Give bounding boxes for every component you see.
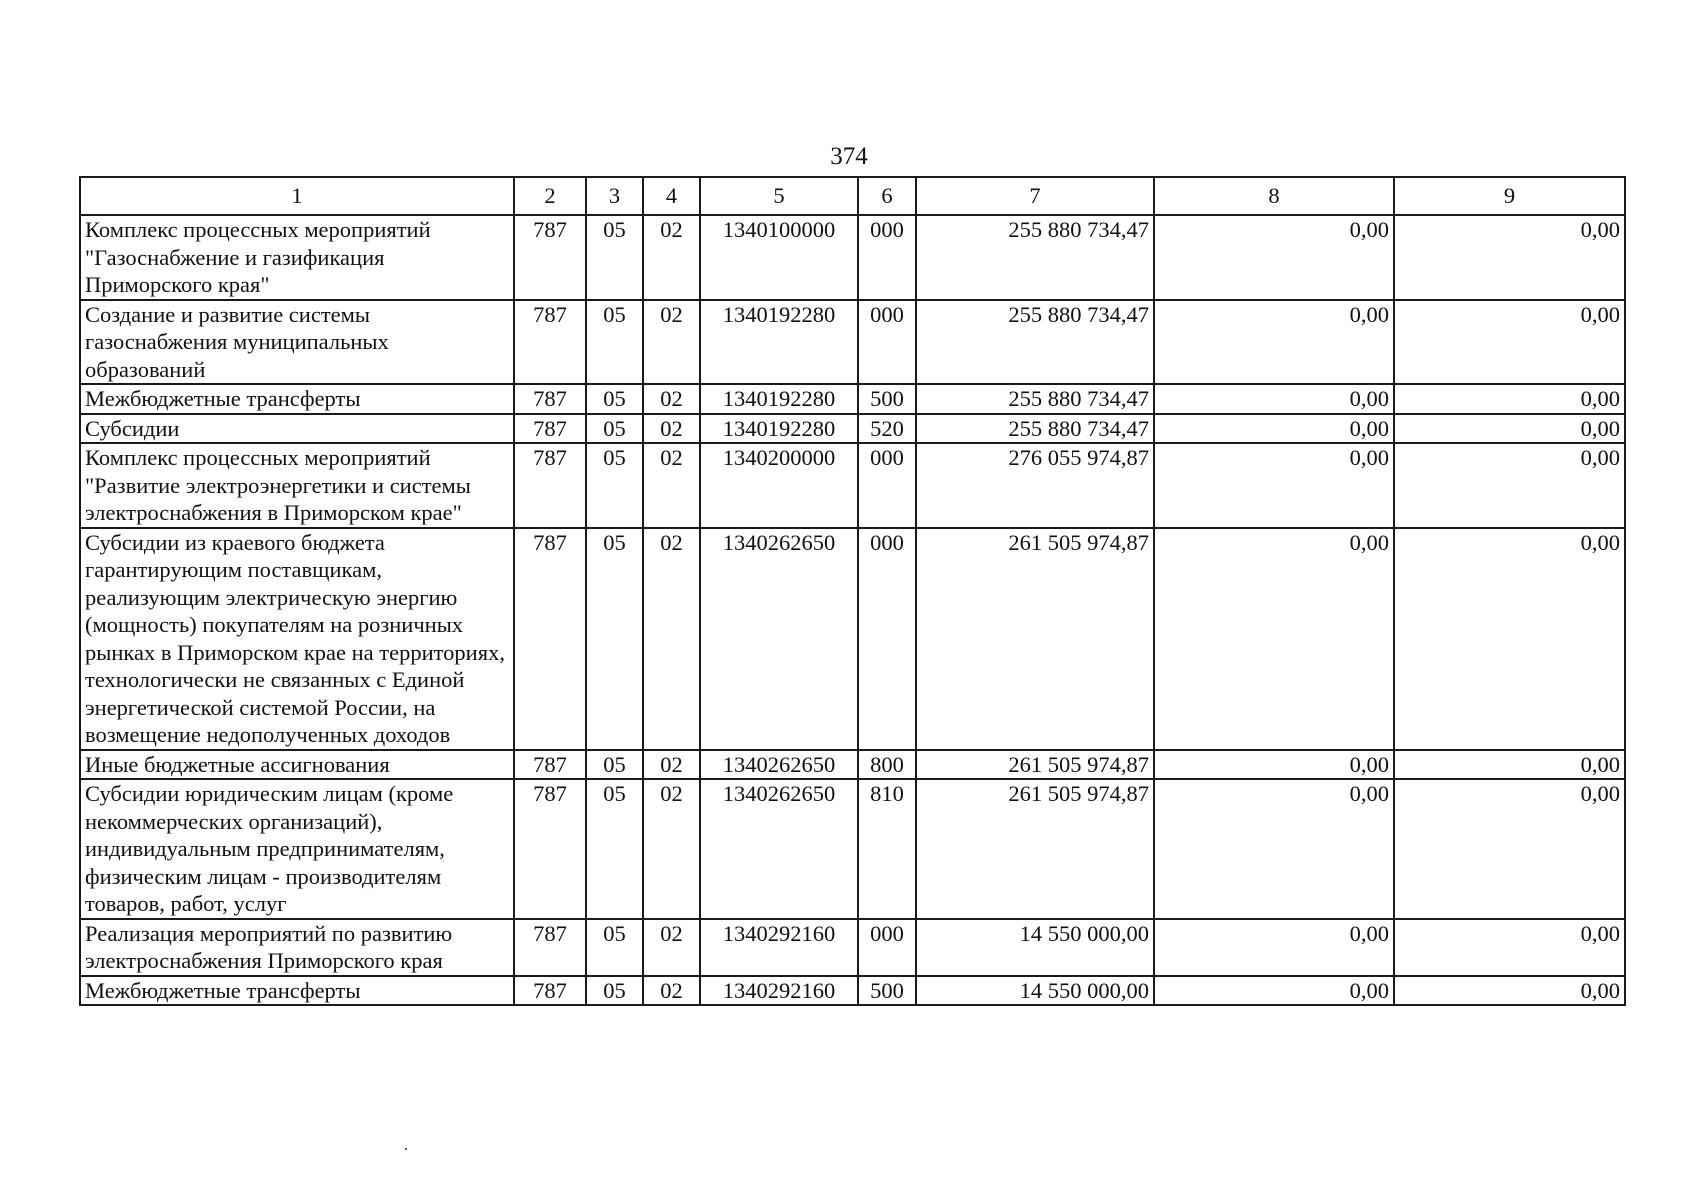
expense-type-cell: 810 (858, 779, 916, 919)
section-code-cell: 05 (586, 414, 643, 444)
row-name-cell: Субсидии из краевого бюджета гарантирующим поставщикам, реализующим электрическую энергию (мощность) покупателям на розничных рынках в Приморском крае на территориях, технологически не связанных с Единой энергетической системой России, на возмещение недополученных доходов (80, 528, 514, 750)
amount-col7-cell: 261 505 974,87 (916, 779, 1154, 919)
subsection-code-cell: 02 (643, 528, 700, 750)
amount-col8-cell: 0,00 (1154, 779, 1394, 919)
target-article-cell: 1340192280 (700, 300, 858, 385)
table-row (80, 443, 1625, 528)
section-code-cell: 05 (586, 384, 643, 414)
section-code-cell: 05 (586, 976, 643, 1006)
table-row (80, 215, 1625, 300)
subsection-code-cell: 02 (643, 919, 700, 976)
target-article-cell: 1340262650 (700, 528, 858, 750)
amount-col9-cell: 0,00 (1394, 779, 1625, 919)
amount-col8-cell: 0,00 (1154, 750, 1394, 780)
page-number: 374 (830, 143, 868, 170)
amount-col8-cell: 0,00 (1154, 976, 1394, 1006)
column-header: 1 (80, 177, 514, 215)
subsection-code-cell: 02 (643, 300, 700, 385)
column-header: 2 (514, 177, 586, 215)
target-article-cell: 1340192280 (700, 414, 858, 444)
amount-col8-cell: 0,00 (1154, 215, 1394, 300)
amount-col7-cell: 255 880 734,47 (916, 414, 1154, 444)
section-code-cell: 05 (586, 215, 643, 300)
column-header: 7 (916, 177, 1154, 215)
section-code-cell: 05 (586, 528, 643, 750)
section-code-cell: 05 (586, 779, 643, 919)
ministry-code-cell: 787 (514, 750, 586, 780)
subsection-code-cell: 02 (643, 215, 700, 300)
expense-type-cell: 000 (858, 215, 916, 300)
amount-col8-cell: 0,00 (1154, 528, 1394, 750)
column-header: 3 (586, 177, 643, 215)
amount-col7-cell: 261 505 974,87 (916, 750, 1154, 780)
target-article-cell: 1340292160 (700, 919, 858, 976)
row-name-cell: Комплекс процессных мероприятий "Газоснабжение и газификация Приморского края" (80, 215, 514, 300)
row-name-cell: Межбюджетные трансферты (80, 976, 514, 1006)
table-row (80, 384, 1625, 414)
table-row (80, 300, 1625, 385)
amount-col9-cell: 0,00 (1394, 384, 1625, 414)
target-article-cell: 1340192280 (700, 384, 858, 414)
table-row (80, 919, 1625, 976)
column-header: 4 (643, 177, 700, 215)
expense-type-cell: 800 (858, 750, 916, 780)
column-header: 8 (1154, 177, 1394, 215)
amount-col9-cell: 0,00 (1394, 215, 1625, 300)
section-code-cell: 05 (586, 443, 643, 528)
table-row (80, 779, 1625, 919)
amount-col9-cell: 0,00 (1394, 919, 1625, 976)
ministry-code-cell: 787 (514, 300, 586, 385)
row-name-cell: Иные бюджетные ассигнования (80, 750, 514, 780)
expense-type-cell: 500 (858, 976, 916, 1006)
ministry-code-cell: 787 (514, 976, 586, 1006)
target-article-cell: 1340292160 (700, 976, 858, 1006)
ministry-code-cell: 787 (514, 919, 586, 976)
table-row (80, 976, 1625, 1006)
target-article-cell: 1340100000 (700, 215, 858, 300)
ministry-code-cell: 787 (514, 215, 586, 300)
subsection-code-cell: 02 (643, 443, 700, 528)
amount-col7-cell: 255 880 734,47 (916, 215, 1154, 300)
row-name-cell: Субсидии юридическим лицам (кроме некоммерческих организаций), индивидуальным предпринимателям, физическим лицам - производителям товаров, работ, услуг (80, 779, 514, 919)
scan-speck (405, 1148, 407, 1150)
ministry-code-cell: 787 (514, 779, 586, 919)
column-header: 6 (858, 177, 916, 215)
row-name-cell: Субсидии (80, 414, 514, 444)
section-code-cell: 05 (586, 750, 643, 780)
amount-col7-cell: 14 550 000,00 (916, 919, 1154, 976)
row-name-cell: Межбюджетные трансферты (80, 384, 514, 414)
row-name-cell: Комплекс процессных мероприятий "Развитие электроэнергетики и системы электроснабжения в Приморском крае" (80, 443, 514, 528)
header-row (80, 177, 1625, 215)
budget-table (79, 176, 1626, 1006)
ministry-code-cell: 787 (514, 384, 586, 414)
subsection-code-cell: 02 (643, 750, 700, 780)
table-row (80, 414, 1625, 444)
ministry-code-cell: 787 (514, 443, 586, 528)
row-name-cell: Создание и развитие системы газоснабжения муниципальных образований (80, 300, 514, 385)
column-header: 9 (1394, 177, 1625, 215)
amount-col9-cell: 0,00 (1394, 528, 1625, 750)
amount-col7-cell: 261 505 974,87 (916, 528, 1154, 750)
expense-type-cell: 000 (858, 300, 916, 385)
amount-col8-cell: 0,00 (1154, 414, 1394, 444)
table-row (80, 528, 1625, 750)
subsection-code-cell: 02 (643, 779, 700, 919)
amount-col7-cell: 276 055 974,87 (916, 443, 1154, 528)
target-article-cell: 1340262650 (700, 779, 858, 919)
amount-col9-cell: 0,00 (1394, 750, 1625, 780)
amount-col7-cell: 255 880 734,47 (916, 300, 1154, 385)
amount-col7-cell: 14 550 000,00 (916, 976, 1154, 1006)
subsection-code-cell: 02 (643, 384, 700, 414)
amount-col9-cell: 0,00 (1394, 414, 1625, 444)
section-code-cell: 05 (586, 919, 643, 976)
amount-col7-cell: 255 880 734,47 (916, 384, 1154, 414)
amount-col8-cell: 0,00 (1154, 300, 1394, 385)
ministry-code-cell: 787 (514, 528, 586, 750)
amount-col9-cell: 0,00 (1394, 443, 1625, 528)
expense-type-cell: 000 (858, 528, 916, 750)
amount-col9-cell: 0,00 (1394, 300, 1625, 385)
section-code-cell: 05 (586, 300, 643, 385)
subsection-code-cell: 02 (643, 414, 700, 444)
row-name-cell: Реализация мероприятий по развитию электроснабжения Приморского края (80, 919, 514, 976)
expense-type-cell: 520 (858, 414, 916, 444)
expense-type-cell: 000 (858, 919, 916, 976)
target-article-cell: 1340262650 (700, 750, 858, 780)
target-article-cell: 1340200000 (700, 443, 858, 528)
amount-col8-cell: 0,00 (1154, 919, 1394, 976)
amount-col8-cell: 0,00 (1154, 384, 1394, 414)
expense-type-cell: 500 (858, 384, 916, 414)
ministry-code-cell: 787 (514, 414, 586, 444)
amount-col9-cell: 0,00 (1394, 976, 1625, 1006)
amount-col8-cell: 0,00 (1154, 443, 1394, 528)
table-row (80, 750, 1625, 780)
expense-type-cell: 000 (858, 443, 916, 528)
column-header: 5 (700, 177, 858, 215)
subsection-code-cell: 02 (643, 976, 700, 1006)
